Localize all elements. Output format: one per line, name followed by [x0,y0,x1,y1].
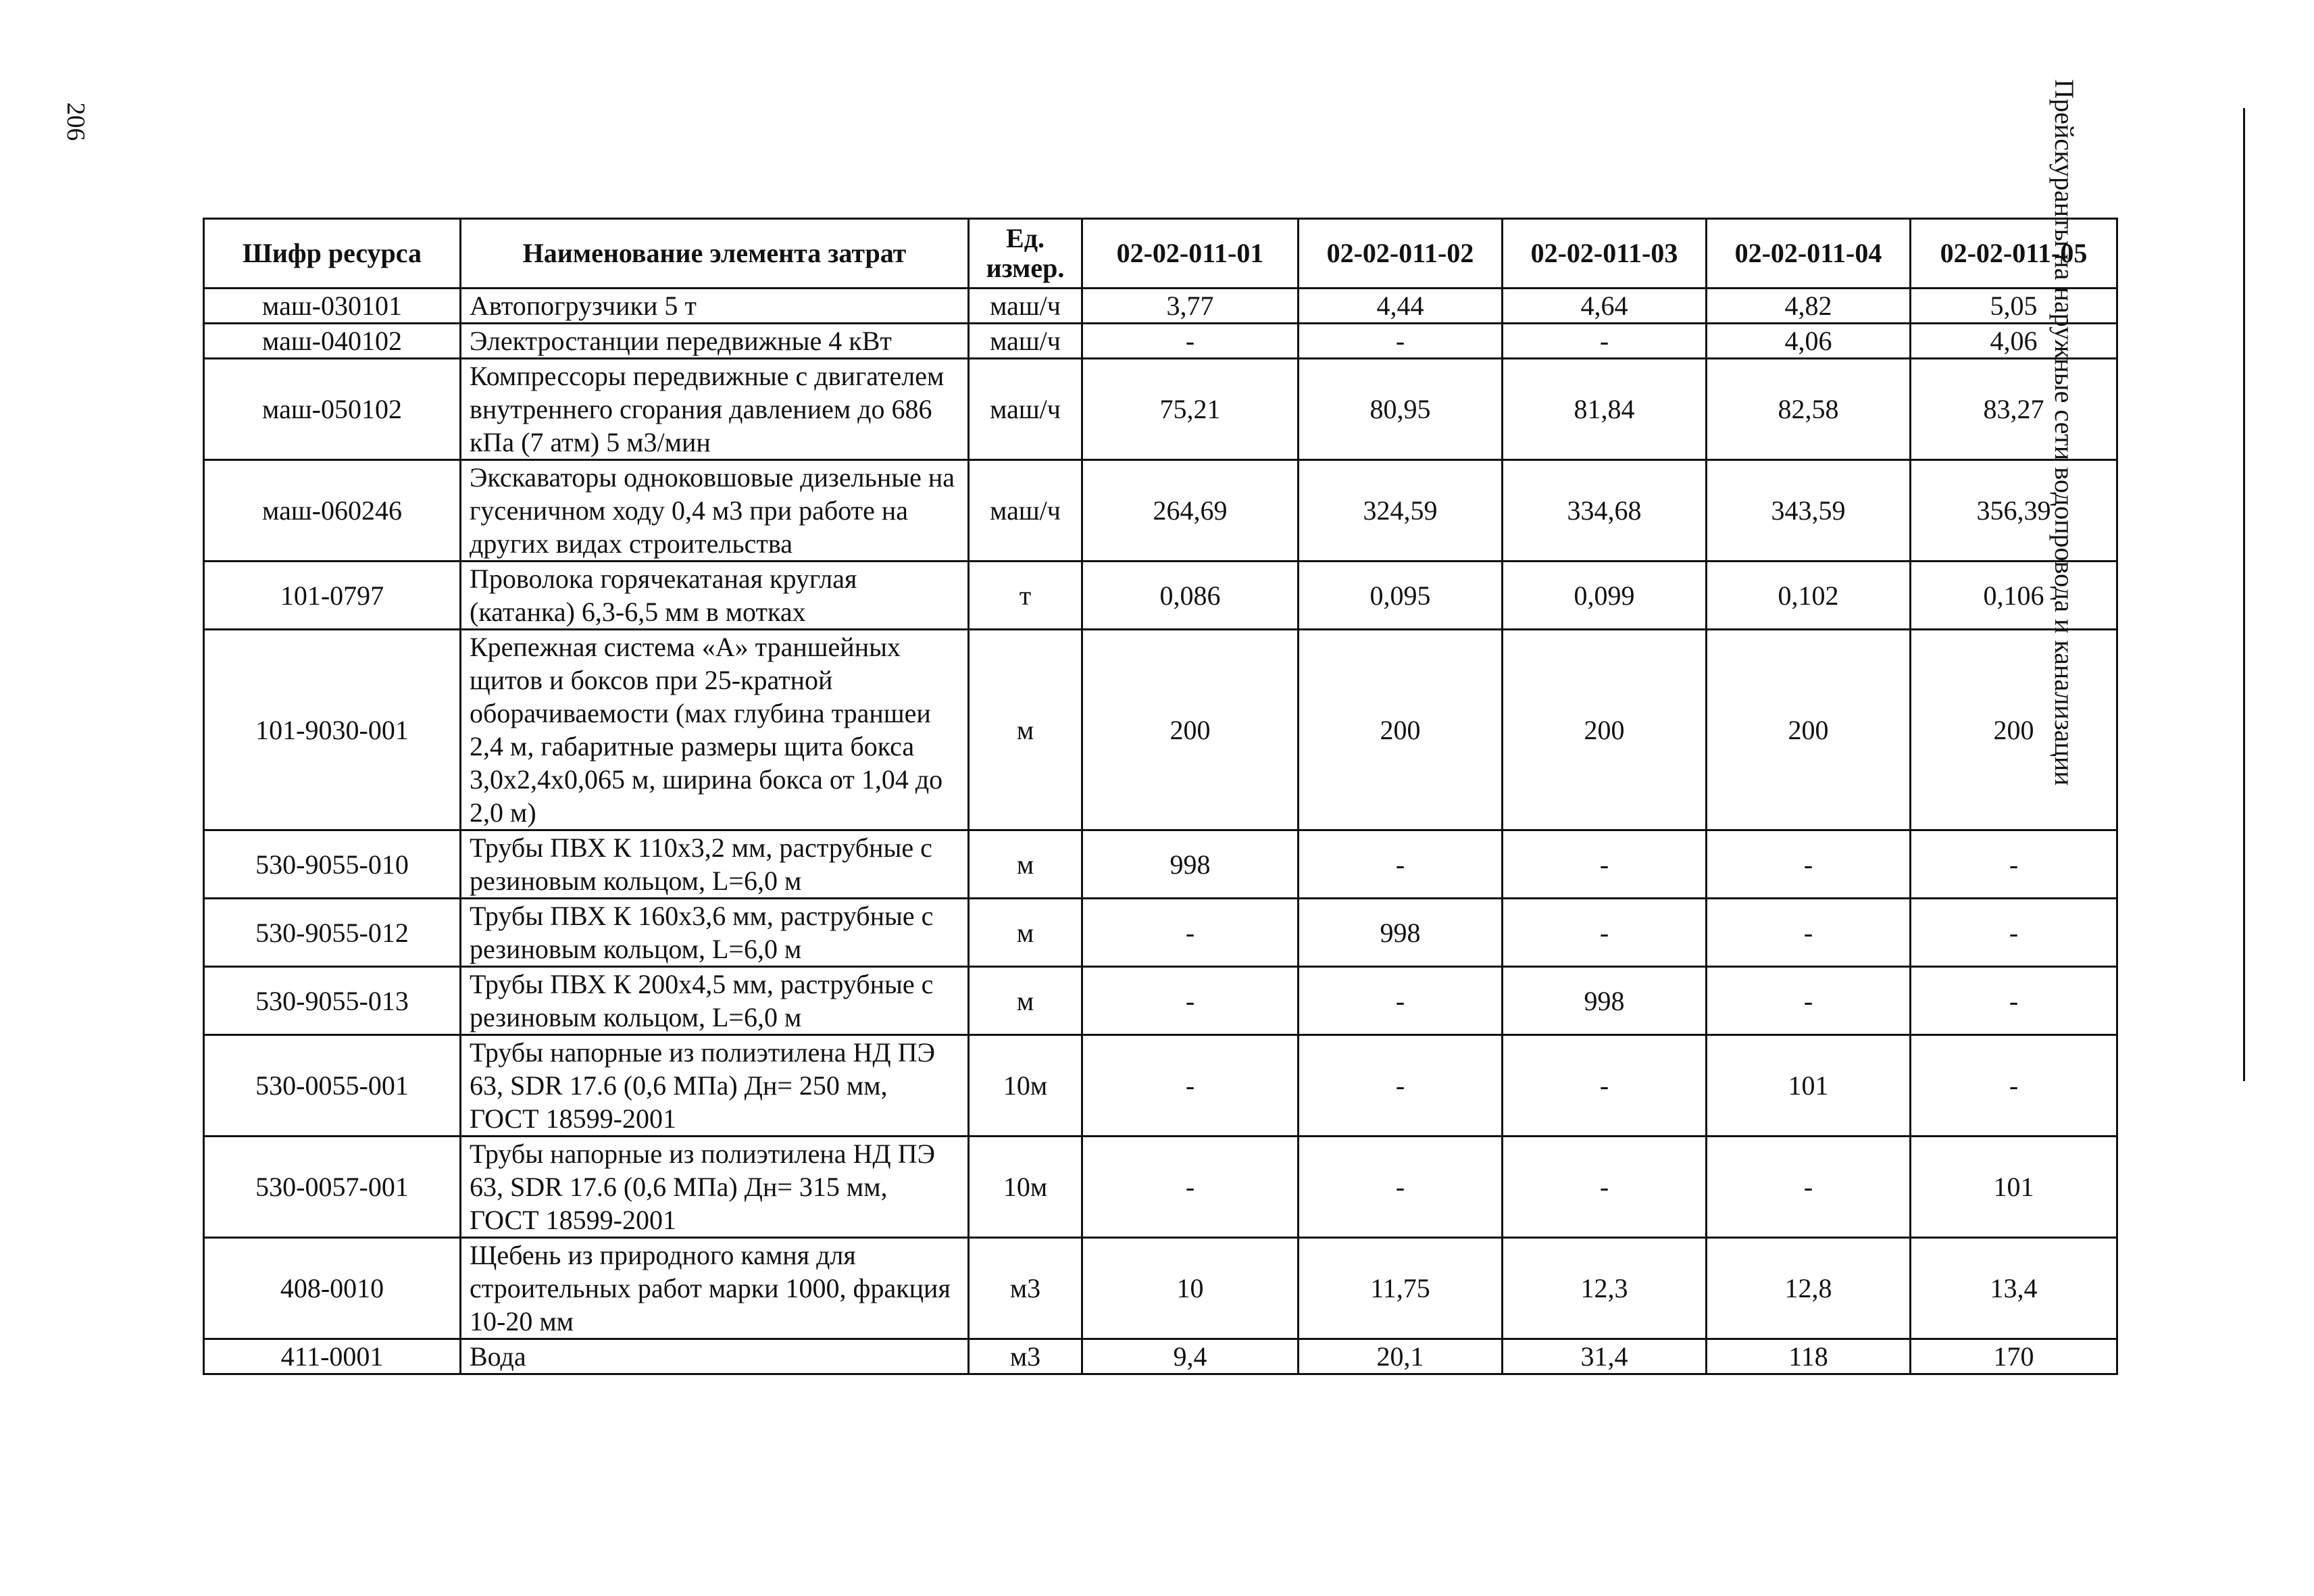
header-col-1: 02-02-011-01 [1082,219,1299,289]
value-col-4: 4,82 [1707,289,1911,324]
value-col-5: - [1911,899,2117,967]
value-col-4: 101 [1707,1035,1911,1137]
value-col-2: 200 [1299,630,1503,830]
table-row [204,1238,2117,1339]
value-col-5: 0,106 [1911,562,2117,630]
value-col-1: - [1082,324,1299,359]
table-row [204,562,2117,630]
value-col-3: 998 [1503,967,1707,1035]
cost-element-name: Трубы напорные из полиэтилена НД ПЭ 63, SDR 17.6 (0,6 МПа) Дн= 315 мм, ГОСТ 18599-2001 [461,1137,969,1238]
value-col-1: 9,4 [1082,1339,1299,1374]
table-row [204,460,2117,562]
value-col-5: 5,05 [1911,289,2117,324]
table-row [204,289,2117,324]
table-row [204,1035,2117,1137]
value-col-5: 170 [1911,1339,2117,1374]
unit: 10м [969,1137,1082,1238]
value-col-2: - [1299,1137,1503,1238]
value-col-1: - [1082,1137,1299,1238]
unit: маш/ч [969,359,1082,460]
resource-code: 101-0797 [204,562,461,630]
value-col-5: 4,06 [1911,324,2117,359]
value-col-2: 324,59 [1299,460,1503,562]
cost-element-name: Трубы напорные из полиэтилена НД ПЭ 63, SDR 17.6 (0,6 МПа) Дн= 250 мм, ГОСТ 18599-2001 [461,1035,969,1137]
cost-element-name: Трубы ПВХ К 160х3,6 мм, раструбные с резиновым кольцом, L=6,0 м [461,899,969,967]
header-col-3: 02-02-011-03 [1503,219,1707,289]
value-col-4: 118 [1707,1339,1911,1374]
table-row [204,630,2117,830]
resource-code: маш-040102 [204,324,461,359]
value-col-5: - [1911,830,2117,899]
unit: маш/ч [969,460,1082,562]
value-col-5: - [1911,1035,2117,1137]
cost-element-name: Экскаваторы одноковшовые дизельные на гусеничном ходу 0,4 м3 при работе на других видах строительства [461,460,969,562]
value-col-5: 200 [1911,630,2117,830]
cost-element-name: Трубы ПВХ К 200х4,5 мм, раструбные с резиновым кольцом, L=6,0 м [461,967,969,1035]
value-col-2: - [1299,324,1503,359]
cost-element-name: Щебень из природного камня для строительных работ марки 1000, фракция 10-20 мм [461,1238,969,1339]
cost-element-name: Проволока горячекатаная круглая (катанка) 6,3-6,5 мм в мотках [461,562,969,630]
value-col-3: 4,64 [1503,289,1707,324]
resource-code: 530-9055-012 [204,899,461,967]
value-col-1: 3,77 [1082,289,1299,324]
price-table-container [203,218,2118,1375]
resource-code: 101-9030-001 [204,630,461,830]
unit: м3 [969,1339,1082,1374]
value-col-4: 200 [1707,630,1911,830]
unit: 10м [969,1035,1082,1137]
header-col-5: 02-02-011-05 [1911,219,2117,289]
value-col-1: - [1082,1035,1299,1137]
resource-code: 530-0057-001 [204,1137,461,1238]
cost-element-name: Вода [461,1339,969,1374]
value-col-1: 200 [1082,630,1299,830]
value-col-5: 83,27 [1911,359,2117,460]
table-row [204,359,2117,460]
value-col-1: 998 [1082,830,1299,899]
cost-element-name: Компрессоры передвижные с двигателем внутреннего сгорания давлением до 686 кПа (7 атм) 5 м3/мин [461,359,969,460]
price-table [203,218,2118,1375]
value-col-1: 75,21 [1082,359,1299,460]
cost-element-name: Автопогрузчики 5 т [461,289,969,324]
value-col-2: 998 [1299,899,1503,967]
value-col-3: 334,68 [1503,460,1707,562]
header-code: Шифр ресурса [204,219,461,289]
value-col-3: - [1503,830,1707,899]
value-col-3: 12,3 [1503,1238,1707,1339]
value-col-5: - [1911,967,2117,1035]
value-col-3: 81,84 [1503,359,1707,460]
cost-element-name: Электростанции передвижные 4 кВт [461,324,969,359]
header-unit: Ед. измер. [969,219,1082,289]
value-col-4: 0,102 [1707,562,1911,630]
value-col-3: 200 [1503,630,1707,830]
table-row [204,324,2117,359]
resource-code: маш-050102 [204,359,461,460]
value-col-2: 4,44 [1299,289,1503,324]
value-col-4: - [1707,1137,1911,1238]
value-col-3: - [1503,1137,1707,1238]
header-col-2: 02-02-011-02 [1299,219,1503,289]
value-col-2: 20,1 [1299,1339,1503,1374]
resource-code: 530-9055-010 [204,830,461,899]
unit: маш/ч [969,324,1082,359]
header-row [204,219,2117,289]
value-col-2: 0,095 [1299,562,1503,630]
header-col-4: 02-02-011-04 [1707,219,1911,289]
unit: м [969,630,1082,830]
value-col-3: - [1503,899,1707,967]
value-col-5: 356,39 [1911,460,2117,562]
value-col-3: - [1503,1035,1707,1137]
value-col-1: 10 [1082,1238,1299,1339]
value-col-4: 12,8 [1707,1238,1911,1339]
running-title: Прейскуранты на наружные сети водопровода и канализации [2049,79,2080,786]
value-col-2: 80,95 [1299,359,1503,460]
unit: м3 [969,1238,1082,1339]
value-col-1: 264,69 [1082,460,1299,562]
unit: маш/ч [969,289,1082,324]
value-col-4: 4,06 [1707,324,1911,359]
table-row [204,1339,2117,1374]
value-col-4: - [1707,967,1911,1035]
resource-code: 411-0001 [204,1339,461,1374]
value-col-4: 343,59 [1707,460,1911,562]
value-col-3: 0,099 [1503,562,1707,630]
value-col-4: 82,58 [1707,359,1911,460]
value-col-1: 0,086 [1082,562,1299,630]
page-number: 206 [61,102,90,141]
value-col-2: 11,75 [1299,1238,1503,1339]
resource-code: маш-060246 [204,460,461,562]
cost-element-name: Трубы ПВХ К 110х3,2 мм, раструбные с резиновым кольцом, L=6,0 м [461,830,969,899]
value-col-5: 13,4 [1911,1238,2117,1339]
value-col-4: - [1707,899,1911,967]
unit: м [969,899,1082,967]
table-row [204,1137,2117,1238]
value-col-3: - [1503,324,1707,359]
table-row [204,899,2117,967]
table-row [204,967,2117,1035]
value-col-2: - [1299,830,1503,899]
value-col-2: - [1299,1035,1503,1137]
value-col-2: - [1299,967,1503,1035]
unit: м [969,967,1082,1035]
table-row [204,830,2117,899]
title-rule [2243,108,2245,1081]
cost-element-name: Крепежная система «А» траншейных щитов и боксов при 25-кратной оборачиваемости (мах глубина траншеи 2,4 м, габаритные размеры щита бокса 3,0х2,4х0,065 м, ширина бокса от 1,04 до 2,0 м) [461,630,969,830]
value-col-4: - [1707,830,1911,899]
resource-code: 408-0010 [204,1238,461,1339]
header-name: Наименование элемента затрат [461,219,969,289]
value-col-1: - [1082,967,1299,1035]
resource-code: 530-9055-013 [204,967,461,1035]
unit: т [969,562,1082,630]
value-col-1: - [1082,899,1299,967]
value-col-3: 31,4 [1503,1339,1707,1374]
resource-code: маш-030101 [204,289,461,324]
unit: м [969,830,1082,899]
resource-code: 530-0055-001 [204,1035,461,1137]
value-col-5: 101 [1911,1137,2117,1238]
